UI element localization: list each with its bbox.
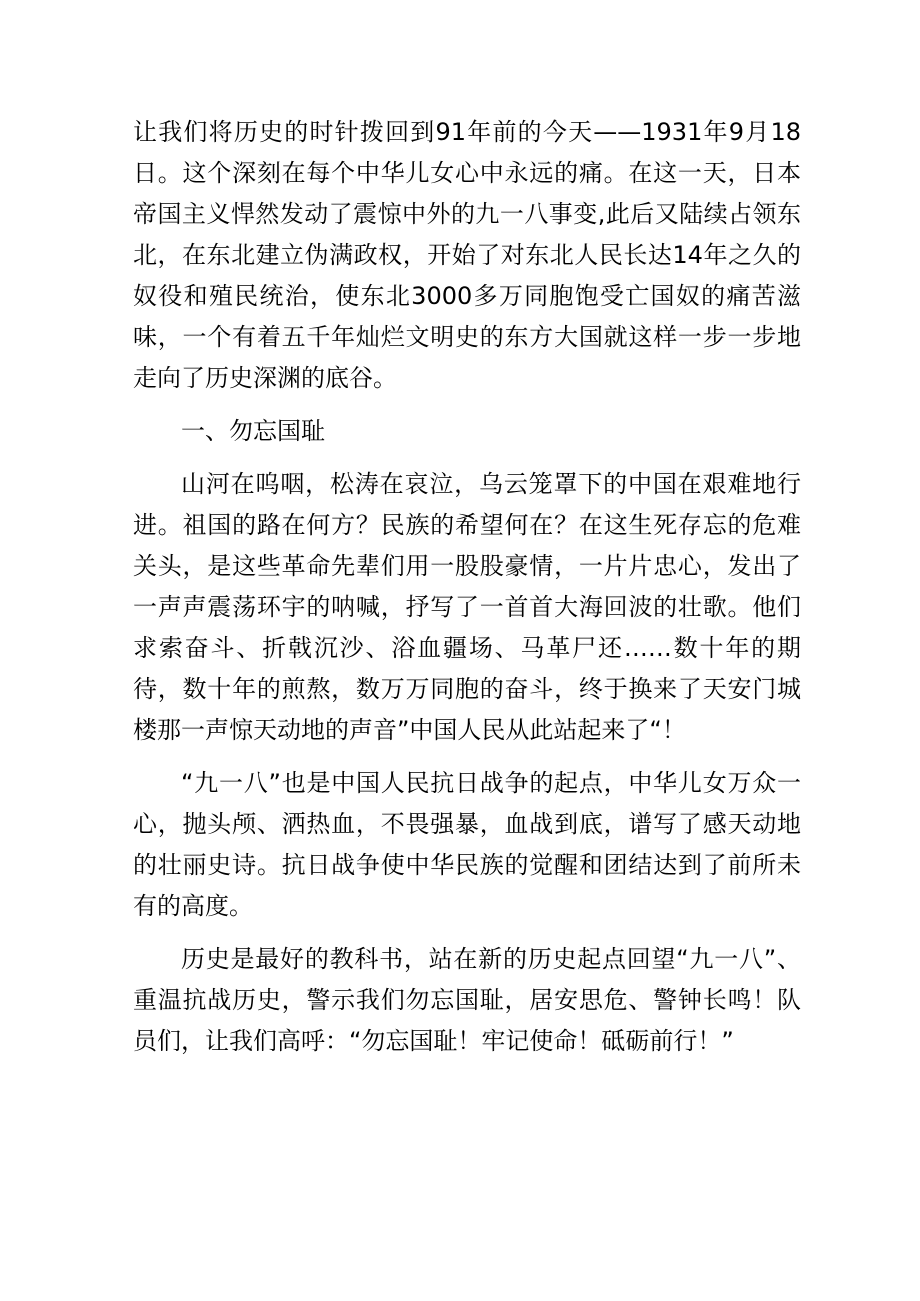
paragraph-resistance: “九一八”也是中国人民抗日战争的起点，中华儿女万众一心，抛头颅、洒热血，不畏强暴，血战到底，谱写了感天动地的壮丽史诗。抗日战争使中华民族的觉醒和团结达到了前所未有的高度。 [133,769,801,920]
document-body [133,112,801,1074]
paragraph-intro: 让我们将历史的时针拨回到91年前的今天——1931年9月18日。这个深刻在每个中华儿女心中永远的痛。在这一天，日本帝国主义悍然发动了震惊中外的九一八事变,此后又陆续占领东北，在东北建立伪满政权，开始了对东北人民长达14年之久的奴役和殖民统治，使东北3000多万同胞饱受亡国奴的痛苦滋味，一个有着五千年灿烂文明史的东方大国就这样一步一步地走向了历史深渊的底谷。 [133,118,801,392]
paragraph-conclusion: 历史是最好的教科书，站在新的历史起点回望“九一八”、重温抗战历史，警示我们勿忘国耻，居安思危、警钟长鸣！队员们，让我们高呼：“勿忘国耻！牢记使命！砥砺前行！” [133,945,801,1055]
paragraph-history: 山河在呜咽，松涛在哀泣，乌云笼罩下的中国在艰难地行进。祖国的路在何方？民族的希望何在？在这生死存忘的危难关头，是这些革命先辈们用一股股豪情，一片片忠心，发出了一声声震荡环宇的呐喊，抒写了一首首大海回波的壮歌。他们求索奋斗、折戟沉沙、浴血疆场、马革尸还……数十年的期待，数十年的煎熬，数万万同胞的奋斗，终于换来了天安门城楼那一声惊天动地的声音”中国人民从此站起来了“！ [133,470,801,744]
section-heading: 一、勿忘国耻 [181,417,325,445]
